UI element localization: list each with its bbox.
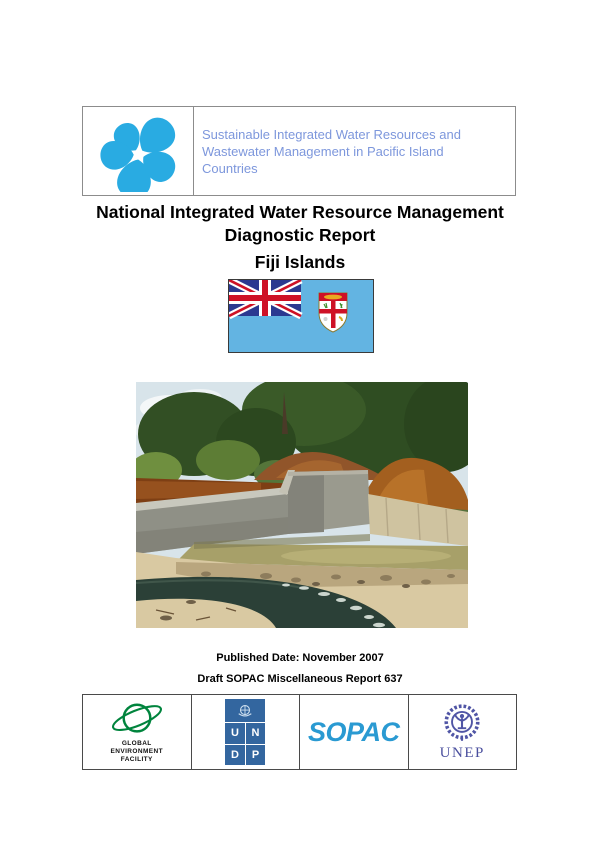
undp-logo [225,699,265,765]
report-title-line1: National Integrated Water Resource Management [96,202,504,222]
gef-label-line1: GLOBAL [121,740,152,747]
undp-logo-cell [192,695,301,769]
sopac-logo: SOPAC [307,716,400,747]
undp-letters [225,722,265,765]
unep-emblem-icon [441,703,483,745]
fiji-flag [228,279,374,353]
undp-letter-p: P [246,745,266,766]
unep-label: UNEP [439,744,485,761]
sopac-logo-cell [300,695,409,769]
gef-label-line3: FACILITY [120,756,153,763]
water-drops-logo-icon [91,110,185,192]
program-banner [82,106,516,196]
report-number: Draft SOPAC Miscellaneous Report 637 [197,673,403,685]
program-logo-cell [83,107,194,195]
partner-logo-strip [82,694,517,770]
report-title-line2: Diagnostic Report [224,225,376,245]
program-name: Sustainable Integrated Water Resources and Wastewater Management in Pacific Island Countries [202,127,461,176]
gef-globe-icon [108,700,166,738]
river-weir-photo [136,382,468,628]
gef-logo-cell [83,695,192,769]
fiji-flag-icon [229,280,373,352]
published-date: Published Date: November 2007 [216,652,384,664]
unep-logo-cell [409,695,517,769]
cover-photo [136,382,468,628]
country-name: Fiji Islands [254,252,346,272]
gef-label [111,740,163,764]
un-emblem-icon [236,702,254,720]
undp-letter-n: N [246,723,266,744]
gef-label-line2: ENVIRONMENT [110,748,163,755]
undp-letter-u: U [225,723,245,744]
undp-letter-d: D [225,745,245,766]
unep-logo [440,703,485,762]
report-title [0,201,600,247]
